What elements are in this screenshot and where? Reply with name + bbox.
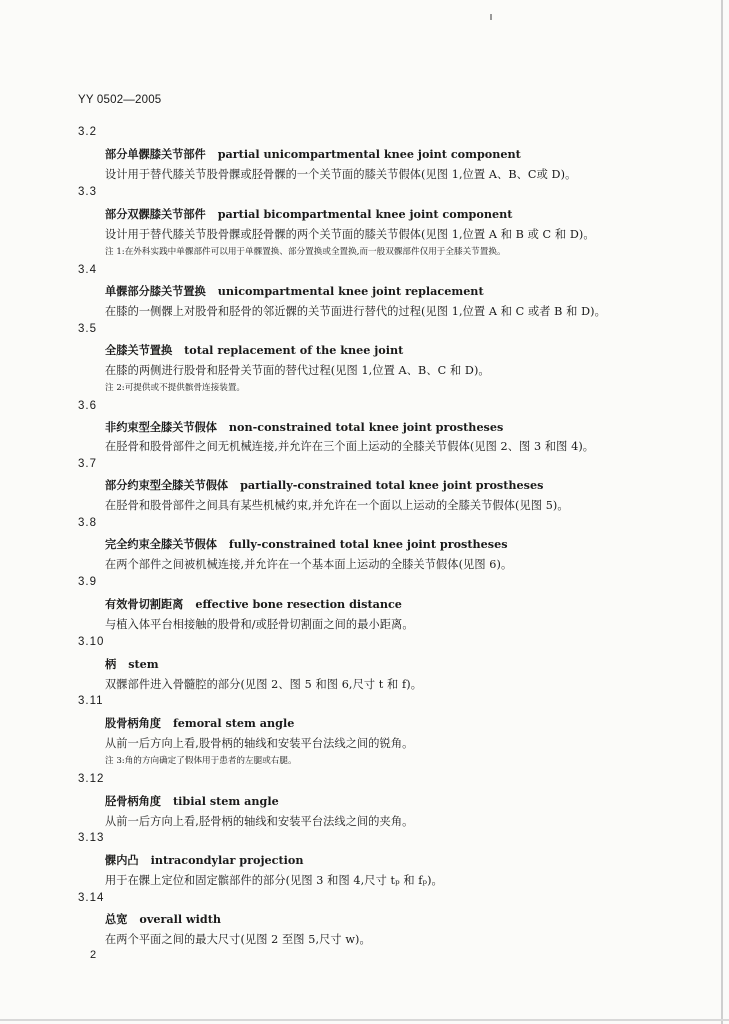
clause-term [105, 342, 403, 358]
term-zh: 总宽 [105, 912, 128, 926]
clause-number: 3.9 [78, 576, 97, 588]
clause-note: 注 2:可提供或不提供髌骨连接装置。 [105, 383, 246, 393]
clause-definition: 与植入体平台相接触的股骨和/或胫骨切割面之间的最小距离。 [105, 618, 414, 631]
clause-number: 3.6 [78, 400, 97, 412]
clause-definition: 在胫骨和股骨部件之间具有某些机械约束,并允许在一个面以上运动的全膝关节假体(见图 5)。 [105, 499, 569, 512]
clause-number: 3.5 [78, 323, 97, 335]
page-number: 2 [90, 949, 97, 961]
clause-term [105, 715, 294, 731]
clause-note: 注 3:角的方向确定了假体用于患者的左腿或右腿。 [105, 756, 297, 766]
clause-term [105, 793, 279, 809]
clause-definition: 设计用于替代膝关节股骨髁或胫骨髁的一个关节面的膝关节假体(见图 1,位置 A、B、C或 D)。 [105, 168, 577, 181]
term-zh: 完全约束全膝关节假体 [105, 537, 217, 551]
term-zh: 股骨柄角度 [105, 716, 161, 730]
clause-term [105, 596, 402, 612]
term-zh: 部分约束型全膝关节假体 [105, 478, 229, 492]
term-en: partial bicompartmental knee joint component [217, 207, 513, 221]
clause-term [105, 477, 543, 493]
term-zh: 髁内凸 [105, 853, 139, 867]
clause-definition: 双髁部件进入骨髓腔的部分(见图 2、图 5 和图 6,尺寸 t 和 f)。 [105, 678, 422, 691]
clause-term [105, 206, 512, 222]
scan-speck [490, 14, 492, 20]
clause-term [105, 852, 303, 868]
clause-definition: 在膝的两侧进行股骨和胫骨关节面的替代过程(见图 1,位置 A、B、C 和 D)。 [105, 364, 490, 377]
term-en: partial unicompartmental knee joint component [217, 147, 521, 161]
clause-number: 3.10 [78, 636, 105, 648]
page-edge-shadow [721, 0, 723, 1024]
term-en: tibial stem angle [172, 794, 279, 808]
term-zh: 有效骨切割距离 [105, 597, 184, 611]
term-en: fully-constrained total knee joint prostheses [228, 537, 508, 551]
term-en: non-constrained total knee joint prostheses [228, 420, 504, 434]
term-en: total replacement of the knee joint [184, 343, 404, 357]
clause-definition: 用于在髁上定位和固定髌部件的部分(见图 3 和图 4,尺寸 tₚ 和 fₚ)。 [105, 874, 443, 887]
term-en: unicompartmental knee joint replacement [217, 284, 484, 298]
clause-definition: 在两个平面之间的最大尺寸(见图 2 至图 5,尺寸 w)。 [105, 933, 371, 946]
clause-definition: 从前一后方向上看,股骨柄的轴线和安装平台法线之间的锐角。 [105, 737, 414, 750]
clause-number: 3.14 [78, 892, 105, 904]
clause-term [105, 656, 159, 672]
term-en: effective bone resection distance [195, 597, 402, 611]
clause-term [105, 419, 503, 435]
term-en: partially-constrained total knee joint prostheses [240, 478, 544, 492]
clause-number: 3.4 [78, 264, 97, 276]
clause-number: 3.12 [78, 773, 105, 785]
clause-term [105, 911, 221, 927]
clause-number: 3.7 [78, 458, 97, 470]
clause-number: 3.11 [78, 695, 104, 707]
clause-definition: 在胫骨和股骨部件之间无机械连接,并允许在三个面上运动的全膝关节假体(见图 2、图 3 和图 4)。 [105, 440, 595, 453]
clause-term [105, 146, 521, 162]
clause-number: 3.13 [78, 832, 105, 844]
term-en: intracondylar projection [150, 853, 304, 867]
standard-number: YY 0502—2005 [78, 94, 162, 106]
term-en: femoral stem angle [172, 716, 295, 730]
clause-definition: 在两个部件之间被机械连接,并允许在一个基本面上运动的全膝关节假体(见图 6)。 [105, 558, 513, 571]
page-edge-shadow-bottom [0, 1019, 729, 1021]
term-zh: 全膝关节置换 [105, 343, 173, 357]
clause-term [105, 536, 508, 552]
clause-number: 3.8 [78, 517, 97, 529]
clause-definition: 设计用于替代膝关节股骨髁或胫骨髁的两个关节面的膝关节假体(见图 1,位置 A 和 B 或 C 和 D)。 [105, 228, 595, 241]
term-zh: 胫骨柄角度 [105, 794, 161, 808]
clause-number: 3.3 [78, 186, 97, 198]
clause-definition: 在膝的一侧髁上对股骨和胫骨的邻近髁的关节面进行替代的过程(见图 1,位置 A 和 C 或者 B 和 D)。 [105, 305, 606, 318]
clause-definition: 从前一后方向上看,胫骨柄的轴线和安装平台法线之间的夹角。 [105, 815, 414, 828]
term-zh: 单髁部分膝关节置换 [105, 284, 206, 298]
term-en: stem [128, 657, 159, 671]
term-zh: 部分单髁膝关节部件 [105, 147, 206, 161]
term-en: overall width [139, 912, 222, 926]
clause-number: 3.2 [78, 126, 97, 138]
clause-term [105, 283, 484, 299]
term-zh: 非约束型全膝关节假体 [105, 420, 217, 434]
term-zh: 柄 [105, 657, 117, 671]
clause-note: 注 1:在外科实践中单髁部件可以用于单髁置换、部分置换或全置换,而一般双髁部件仅用于全膝关节置换。 [105, 247, 506, 257]
term-zh: 部分双髁膝关节部件 [105, 207, 206, 221]
